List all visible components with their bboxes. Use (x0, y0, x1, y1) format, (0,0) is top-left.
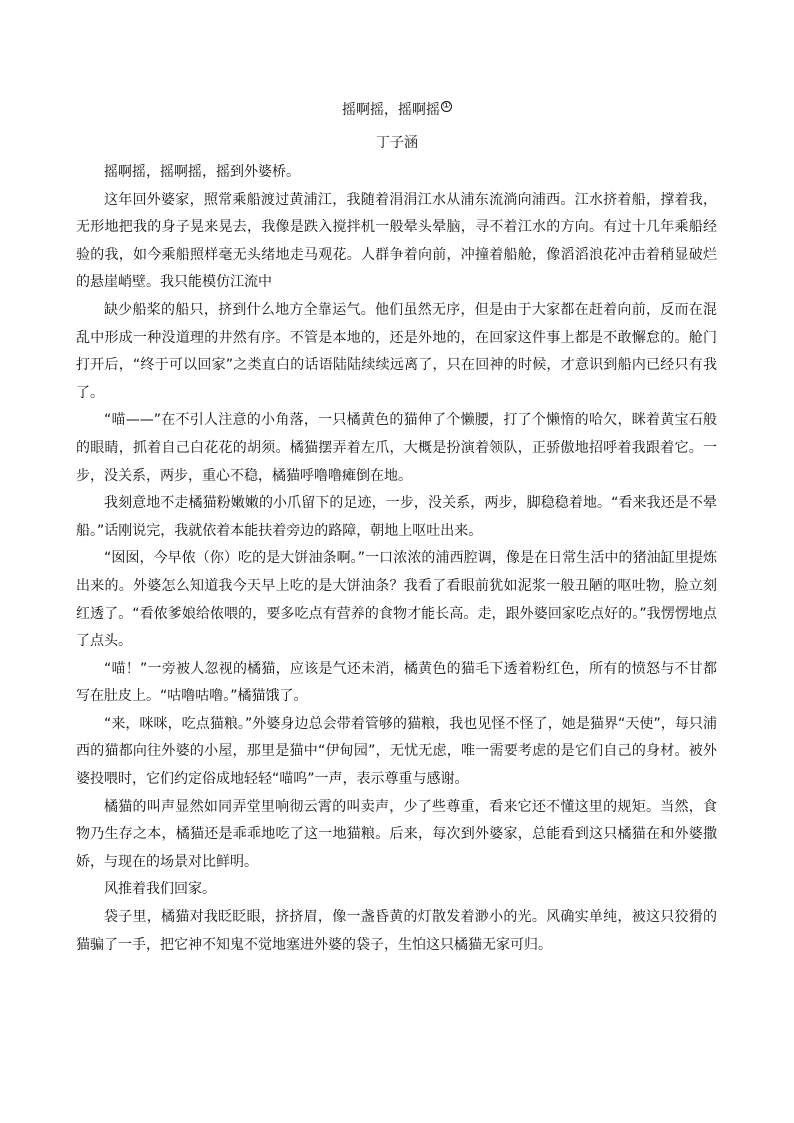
paragraph: 这年回外婆家，照常乘船渡过黄浦江，我随着涓涓江水从浦东流淌向浦西。江水挤着船，撑着我，无形地把我的身子晃来晃去，我像是跌入搅拌机一般晕头晕脑，寻不着江水的方向。有过十几年乘船经验的我，如今乘船照样毫无头绪地走马观花。人群争着向前，冲撞着船舱，像滔滔浪花冲击着稍显破烂的悬崖峭壁。我只能模仿江流中 (76, 191, 717, 291)
paragraph: 我刻意地不走橘猫粉嫩嫩的小爪留下的足迹，一步，没关系，两步，脚稳稳着地。“看来我还是不晕船。”话刚说完，我就依着本能扶着旁边的路障，朝地上呕吐出来。 (76, 495, 717, 539)
article-title-text: 摇啊摇，摇啊摇 (342, 102, 440, 118)
paragraph: “喵！”一旁被人忽视的橘猫，应该是气还未消，橘黄色的猫毛下透着粉红色，所有的愤怒与不甘都写在肚皮上。“咕噜咕噜。”橘猫饿了。 (76, 660, 717, 705)
paragraph: 袋子里，橘猫对我眨眨眼，挤挤眉，像一盏昏黄的灯散发着渺小的光。风确实单纯，被这只狡猾的猫骗了一手，把它神不知鬼不觉地塞进外婆的袋子，生怕这只橘猫无家可归。 (76, 909, 717, 953)
article-body (76, 159, 717, 959)
paragraph: “喵——”在不引人注意的小角落，一只橘黄色的猫伸了个懒腰，打了个懒惰的哈欠，眯着黄宝石般的眼睛，抓着自己白花花的胡须。橘猫摆弄着左爪，大概是扮演着领队，正骄傲地招呼着我跟着它。一步，没关系，两步，重心不稳，橘猫呼噜噜瘫倒在地。 (76, 412, 717, 484)
paragraph: 摇啊摇，摇啊摇，摇到外婆桥。 (104, 164, 300, 180)
paragraph: 风推着我们回家。 (104, 881, 216, 898)
paragraph: 缺少船桨的船只，挤到什么地方全靠运气。他们虽然无序，但是由于大家都在赶着向前，反而在混乱中形成一种没道理的井然有序。不管是本地的，还是外地的，在回家这件事上都是不敢懈怠的。舱门打开后，“终于可以回家”之类直白的话语陆陆续续远离了，只在回神的时候，才意识到船内已经只有我了。 (76, 301, 717, 401)
paragraph: “来，咪咪，吃点猫粮。”外婆身边总会带着管够的猫粮，我也见怪不怪了，她是猫界“天使”，每只浦西的猫都向往外婆的小屋，那里是猫中“伊甸园”，无忧无虑，唯一需要考虑的是它们自己的身材。被外婆投喂时，它们约定俗成地轻轻“喵呜”一声，表示尊重与感谢。 (76, 715, 717, 788)
paragraph: “囡囡，今早侬（你）吃的是大饼油条啊。”一口浓浓的浦西腔调，像是在日常生活中的猪油缸里提炼出来的。外婆怎么知道我今天早上吃的是大饼油条？我看了看眼前犹如泥浆一般丑陋的呕吐物，脸立刻红透了。“看侬爹娘给侬喂的，要多吃点有营养的食物才能长高。走，跟外婆回家吃点好的。”我愣愣地点了点头。 (76, 550, 717, 650)
article-title (0, 99, 794, 121)
article-author: 丁子涵 (376, 135, 418, 151)
paragraph: 橘猫的叫声显然如同弄堂里响彻云霄的叫卖声，少了些尊重，看来它还不懂这里的规矩。当然，食物乃生存之本，橘猫还是乖乖地吃了这一地猫粮。后来，每次到外婆家，总能看到这只橘猫在和外婆撒娇，与现在的场景对比鲜明。 (76, 798, 717, 870)
footnote-marker: ① (442, 101, 451, 111)
